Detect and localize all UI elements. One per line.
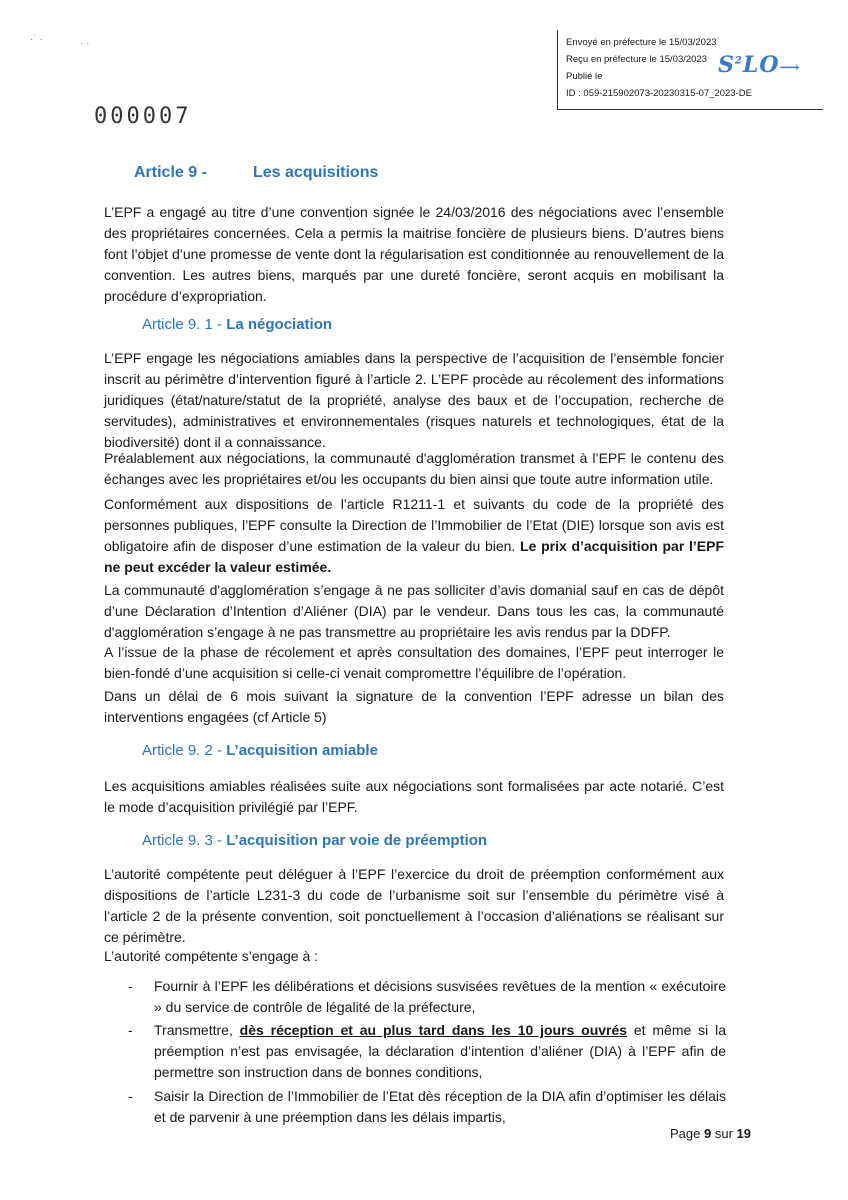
list-item: - Saisir la Direction de l’Immobilier de l’Etat dès réception de la DIA afin d’optimiser les délais et de parvenir à une préemption dans les délais impartis, xyxy=(128,1088,726,1125)
list-item: - Transmettre, dès réception et au plus tard dans les 10 jours ouvrés et même si la préemption n’est pas envisagée, la déclaration d’intention d’aliéner (DIA) à l’EPF afin de permettre son instruction dans de bonnes conditions, xyxy=(128,1022,726,1080)
paragraph: L’autorité compétente peut déléguer à l’EPF l’exercice du droit de préemption conformément aux dispositions de l’article L231-3 du code de l’urbanisme soit sur l’ensemble du périmètre visé à l’article 2 de la présente convention, soit ponctuellement à l’occasion d’aliénations se réalisant sur ce périmètre. xyxy=(104,866,724,945)
page-number: Page 9 sur 19 xyxy=(670,1126,751,1141)
paragraph: L’EPF engage les négociations amiables dans la perspective de l’acquisition de l’ensemble foncier inscrit au périmètre d’intervention figuré à l’article 2. L’EPF procède au récolement des informations juridiques (état/nature/statut de la propriété, analyse des baux et de l’occupation, recherche de servitudes), administratives et environnementales (risques naturels et technologiques, état de la biodiversité) dont il a connaissance. xyxy=(104,350,724,450)
paragraph: Les acquisitions amiables réalisées suite aux négociations sont formalisées par acte notarié. C’est le mode d’acquisition privilégié par l’EPF. xyxy=(104,778,724,815)
paragraph: Dans un délai de 6 mois suivant la signature de la convention l’EPF adresse un bilan des interventions engagées (cf Article 5) xyxy=(104,688,724,725)
paragraph: Préalablement aux négociations, la communauté d'agglomération transmet à l’EPF le contenu des échanges avec les propriétaires et/ou les occupants du bien ainsi que toute autre information utile. xyxy=(104,450,724,487)
stamp-published: Publié le xyxy=(566,71,603,82)
article-heading xyxy=(134,164,379,182)
section-heading-9-1: Article 9. 1 - La négociation xyxy=(142,316,333,333)
scan-marks: ·˙ · xyxy=(30,34,43,45)
stamp-id: ID : 059-215902073-20230315-07_2023-DE xyxy=(566,88,752,99)
paragraph: Conformément aux dispositions de l’article R1211-1 et suivants du code de la propriété des personnes publiques, l’EPF consulte la Direction de l’Immobilier de l’Etat (DIE) lorsque son avis est obligatoire afin de disposer d’une estimation de la valeur du bien. Le prix d’acquisition par l’EPF ne peut excéder la valeur estimée. xyxy=(104,496,725,575)
article-title: Les acquisitions xyxy=(253,164,379,181)
section-heading-9-2: Article 9. 2 - L’acquisition amiable xyxy=(142,742,378,759)
paragraph: A l’issue de la phase de récolement et après consultation des domaines, l’EPF peut interroger le bien-fondé d’une acquisition si celle-ci venait compromettre l’équilibre de l’opération. xyxy=(104,644,724,681)
section-heading-9-3: Article 9. 3 - L’acquisition par voie de préemption xyxy=(142,832,488,849)
scan-marks: · · xyxy=(80,38,90,49)
stamp-sent: Envoyé en préfecture le 15/03/2023 xyxy=(566,37,717,48)
emphasis-text: dès réception et au plus tard dans les 10 jours ouvrés xyxy=(239,1022,628,1038)
paragraph: La communauté d'agglomération s’engage à ne pas solliciter d’avis domanial sauf en cas de dépôt d’une Déclaration d’Intention d’Aliéner (DIA) par le vendeur. Dans tous les cas, la communauté d'agglomération s’engage à ne pas transmettre au propriétaire les avis rendus par la DDFP. xyxy=(104,582,724,640)
slo-logo: $S^2LO⟶$ xyxy=(718,52,801,78)
paragraph: L’autorité compétente s’engage à : xyxy=(104,948,319,964)
intro-paragraph: L’EPF a engagé au titre d’une convention signée le 24/03/2016 des négociations avec l’ensemble des propriétaires concernées. Cela a permis la maitrise foncière de plusieurs biens. D’autres biens font l’objet d’une promesse de vente dont la régularisation est conditionnée au renouvellement de la convention. Les autres biens, marqués par une dureté foncière, seront acquis en mobilisant la procédure d’expropriation. xyxy=(104,204,724,304)
document-number: 000007 xyxy=(94,104,192,129)
emphasis-text: Le prix d’acquisition par l’EPF ne peut excéder la valeur estimée. xyxy=(104,538,725,575)
article-label: Article 9 - xyxy=(134,164,207,181)
list-item: - Fournir à l’EPF les délibérations et décisions susvisées revêtues de la mention « exécutoire » du service de contrôle de légalité de la préfecture, xyxy=(128,978,726,1015)
stamp-received: Reçu en préfecture le 15/03/2023 xyxy=(566,54,708,65)
